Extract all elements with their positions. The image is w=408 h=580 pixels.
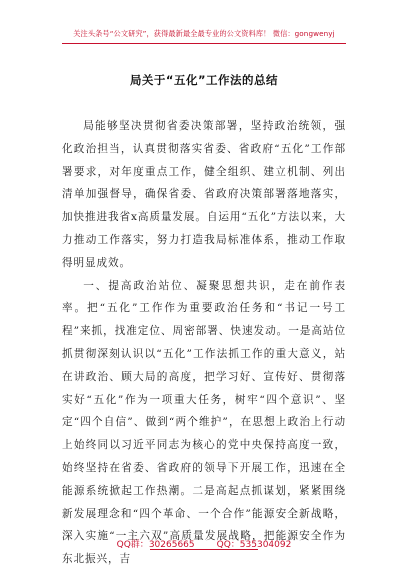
document-title: 局关于“五化”工作法的总结 xyxy=(129,73,279,87)
qq-number: 535304092 xyxy=(239,540,292,550)
qq-group-label: QQ群： xyxy=(116,540,149,550)
header-divider xyxy=(62,43,346,44)
header-banner: 关注头条号“公文研究”，获得最新最全最专业的公文资料库！ 微信：gongwenyj xyxy=(73,29,335,38)
document-body xyxy=(62,115,346,571)
paragraph-1: 局能够坚决贯彻省委决策部署，坚持政治统领，强化政治担当，认真贯彻落实省委、省政府“五化”工作部署要求，对年度重点工作，健全组织、建立机制、列出清单加强督导，确保省委、省政府决策部署落地落实，加快推进我省x高质量发展。自运用“五化”方法以来，大力推动工作落实，努力打造我局标准体系，推动工作取得明显成效。 xyxy=(62,120,346,269)
footer-divider xyxy=(150,549,258,550)
qq-group-number: 30265665 xyxy=(148,540,195,550)
qq-label: QQ： xyxy=(216,540,240,550)
paragraph-2: 一、提高政治站位、凝聚思想共识，走在前作表率。把“五化”工作作为重要政治任务和“书记一号工程”来抓，找准定位、周密部署、快速发动。一是高站位抓贯彻深刻认识以“五化”工作法抓工作的重大意义，站在讲政治、顾大局的高度，把学习好、宣传好、贯彻落实好“五化”作为一项重大任务，树牢“四个意识”、坚定“四个自信”、做到“两个维护”，在思想上政治上行动上始终同以习近平同志为核心的党中央保持高度一致，始终坚持在省委、省政府的领导下开展工作，迅速在全能源系统掀起工作热潮。二是高起点抓谋划，紧紧围绕新发展理念和“四个革命、一个合作”能源安全新战略，深入实施“一主六双”高质量发展战略，把能源安全作为东北振兴，吉 xyxy=(62,279,346,566)
